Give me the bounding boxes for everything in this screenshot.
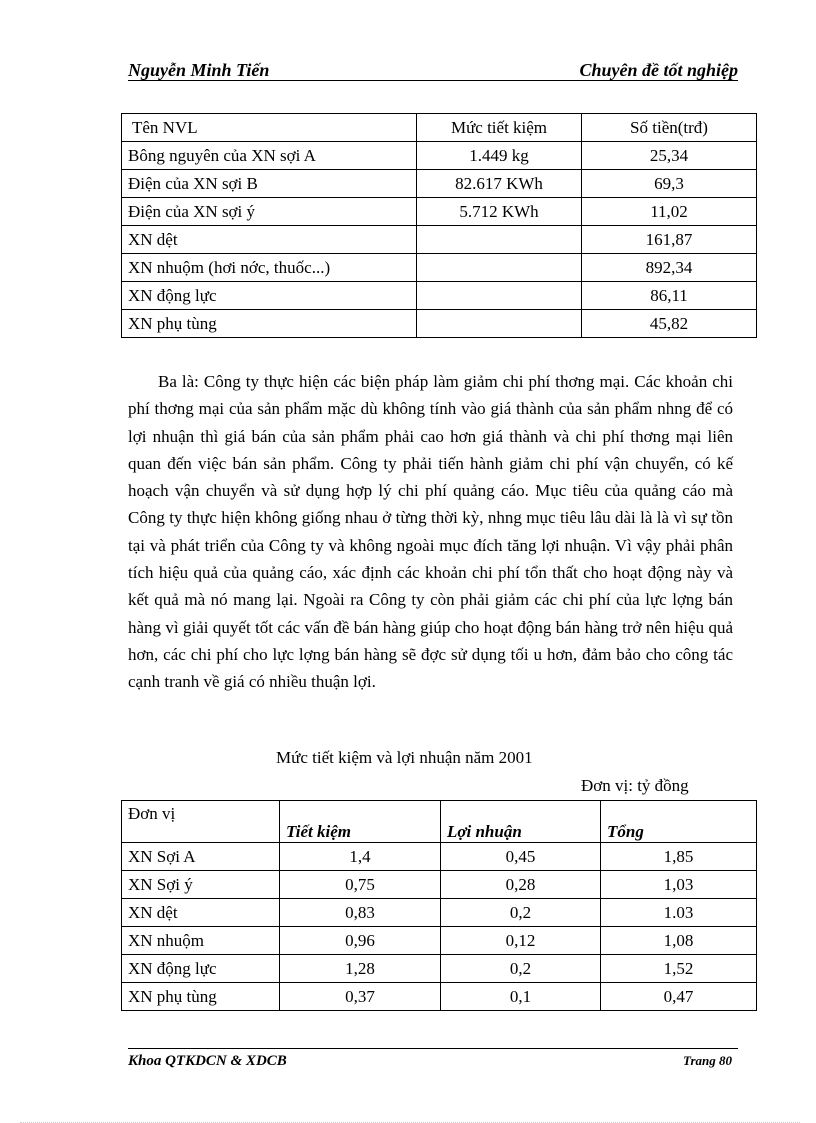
table-row <box>122 871 757 899</box>
table-cell: XN nhuộm (hơi nớc, thuốc...) <box>122 254 417 282</box>
table-cell: 1,03 <box>601 871 757 899</box>
table-row <box>122 843 757 871</box>
table-cell: 0,37 <box>280 983 441 1011</box>
table-cell: XN phụ tùng <box>122 983 280 1011</box>
table-row <box>122 899 757 927</box>
table-cell: 69,3 <box>582 170 757 198</box>
col-header: Lợi nhuận <box>441 801 601 843</box>
table-cell: 82.617 KWh <box>417 170 582 198</box>
table-cell <box>417 226 582 254</box>
table-cell: XN dệt <box>122 899 280 927</box>
unit-label: Đơn vị: tỷ đồng <box>581 776 689 795</box>
table-cell: XN dệt <box>122 226 417 254</box>
table-cell: Điện của XN sợi ý <box>122 198 417 226</box>
table-cell: 1.449 kg <box>417 142 582 170</box>
table-row <box>122 170 757 198</box>
table-cell: XN động lực <box>122 282 417 310</box>
page-footer <box>128 1048 738 1071</box>
footer-page-number: Trang 80 <box>683 1053 732 1068</box>
table-row <box>122 198 757 226</box>
body-paragraph <box>128 368 733 696</box>
table-cell: 45,82 <box>582 310 757 338</box>
table-cell: 0,1 <box>441 983 601 1011</box>
table-cell: Bông nguyên của XN sợi A <box>122 142 417 170</box>
table-cell: 11,02 <box>582 198 757 226</box>
paragraph-text: Ba là: Công ty thực hiện các biện pháp làm giảm chi phí thơng mại. Các khoản chi phí thơng mại của sản phẩm mặc dù không tính vào giá thành của sản phẩm nhng để có lợi nhuận thì giá bán của sản phẩm phải cao hơn giá thành và chi phí thơng mại liên quan đến việc bán sản phẩm. Công ty phải tiến hành giảm chi phí vận chuyển, có kế hoạch vận chuyển và sử dụng hợp lý chi phí quảng cáo. Mục tiêu của quảng cáo mà Công ty thực hiện không giống nhau ở từng thời kỳ, nhng mục tiêu lâu dài là là vì sự tồn tại và phát triển của Công ty và không ngoài mục đích tăng lợi nhuận. Vì vậy phải phân tích hiệu quả của quảng cáo, xác định các khoản chi phí tổn thất cho hoạt động này và kết quả mà nó mang lại. Ngoài ra Công ty còn phải giảm các chi phí của lực lợng bán hàng vì giải quyết tốt các vấn đề bán hàng giúp cho hoạt động bán hàng trở nên hiệu quả hơn, các chi phí cho lực lợng bán hàng sẽ đợc sử dụng tối u hơn, đảm bảo cho công tác cạnh tranh về giá có nhiều thuận lợi. <box>128 372 733 692</box>
table-cell: 892,34 <box>582 254 757 282</box>
col-header: Đơn vị <box>122 801 280 843</box>
table-row <box>122 142 757 170</box>
table-cell: 0,96 <box>280 927 441 955</box>
table-cell: 0,75 <box>280 871 441 899</box>
table-cell: XN Sợi ý <box>122 871 280 899</box>
table-row <box>122 983 757 1011</box>
table-cell <box>417 310 582 338</box>
table-row <box>122 955 757 983</box>
header-title: Chuyên đề tốt nghiệp <box>579 60 738 80</box>
table-cell: XN Sợi A <box>122 843 280 871</box>
table-cell <box>417 254 582 282</box>
table-cell: 5.712 KWh <box>417 198 582 226</box>
page-header <box>128 60 738 81</box>
table-row <box>122 927 757 955</box>
header-author: Nguyễn Minh Tiến <box>128 60 270 80</box>
table-cell: 0,2 <box>441 955 601 983</box>
material-savings-table <box>121 113 757 338</box>
table-header-row <box>122 114 757 142</box>
table-cell: 1,4 <box>280 843 441 871</box>
table-row <box>122 282 757 310</box>
table-row <box>122 226 757 254</box>
table-cell: 1,85 <box>601 843 757 871</box>
table-cell: 0,2 <box>441 899 601 927</box>
table-caption: Mức tiết kiệm và lợi nhuận năm 2001 <box>276 748 533 767</box>
table-cell: 25,34 <box>582 142 757 170</box>
table-cell: 0,12 <box>441 927 601 955</box>
table-cell: 0,47 <box>601 983 757 1011</box>
table-row <box>122 310 757 338</box>
col-header: Tiết kiệm <box>280 801 441 843</box>
table-cell: 0,83 <box>280 899 441 927</box>
table-cell: 1,28 <box>280 955 441 983</box>
table-cell: 0,45 <box>441 843 601 871</box>
table-cell: 1,52 <box>601 955 757 983</box>
table-cell: 86,11 <box>582 282 757 310</box>
table-cell: 161,87 <box>582 226 757 254</box>
table-cell <box>417 282 582 310</box>
col-header: Số tiền(trđ) <box>582 114 757 142</box>
table-cell: XN nhuộm <box>122 927 280 955</box>
table-cell: 0,28 <box>441 871 601 899</box>
table-cell: XN phụ tùng <box>122 310 417 338</box>
table-header-row <box>122 801 757 843</box>
footer-department: Khoa QTKDCN & XDCB <box>128 1053 287 1069</box>
profit-table <box>121 800 757 1011</box>
col-header: Tổng <box>601 801 757 843</box>
col-header: Tên NVL <box>122 114 417 142</box>
table-cell: 1.03 <box>601 899 757 927</box>
table-cell: XN động lực <box>122 955 280 983</box>
col-header: Mức tiết kiệm <box>417 114 582 142</box>
table-cell: 1,08 <box>601 927 757 955</box>
table-cell: Điện của XN sợi B <box>122 170 417 198</box>
table-row <box>122 254 757 282</box>
